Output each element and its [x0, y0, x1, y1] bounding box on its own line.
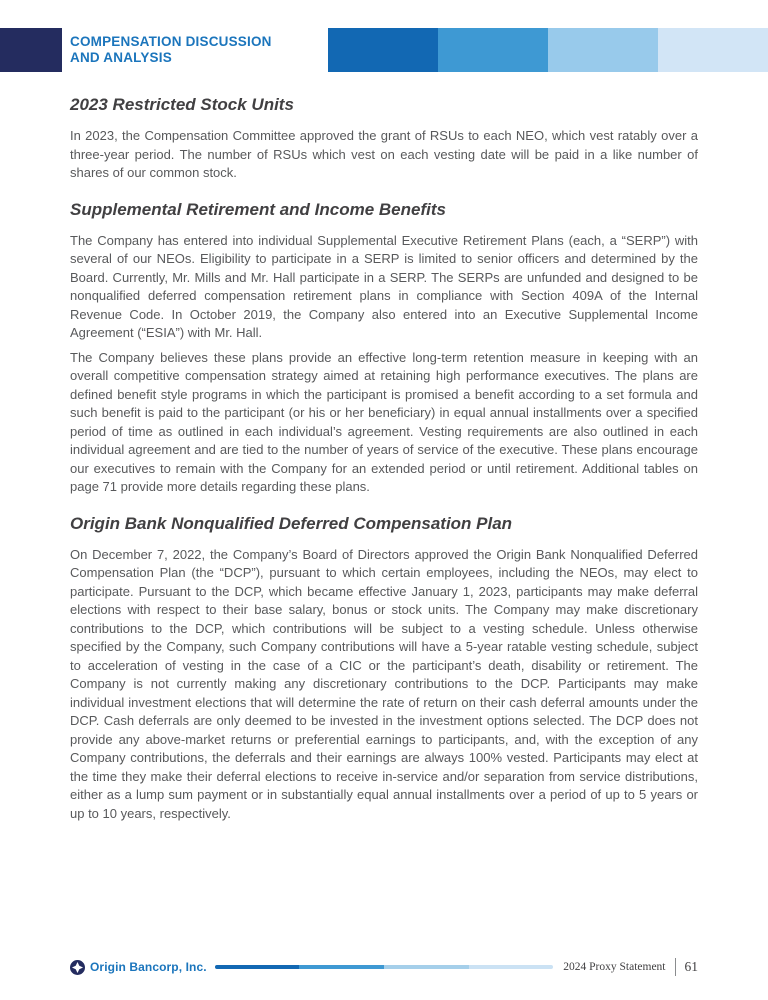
page-header: [0, 28, 768, 72]
section-heading: Supplemental Retirement and Income Benefits: [70, 199, 446, 219]
paragraph: In 2023, the Compensation Committee approved the grant of RSUs to each NEO, which vest ratably over a three-year period. The number of RSUs which vest on each vesting date will be paid in a like number of shares of our common stock.: [70, 128, 698, 180]
section-supplemental-retirement: [70, 200, 698, 497]
page-footer: [70, 958, 698, 976]
footer-company-name: Origin Bancorp, Inc.: [90, 960, 207, 974]
origin-bancorp-logo-icon: [70, 960, 85, 975]
header-bar-segment-1: [328, 28, 438, 72]
footer-page-number: 61: [684, 959, 698, 974]
paragraph: The Company has entered into individual Supplemental Executive Retirement Plans (each, a “SERP”) with several of our NEOs. Eligibility to participate in a SERP is limited to senior officers and determined by the Board. Currently, Mr. Mills and Mr. Hall participate in a SERP. The SERPs are unfunded and designed to be nonqualified deferred compensation retirement plans in compliance with Section 409A of the Internal Revenue Code. In October 2019, the Company also entered into an Executive Supplemental Income Agreement (“ESIA”) with Mr. Hall.: [70, 232, 698, 340]
header-bar-segment-3: [548, 28, 658, 72]
section-heading: 2023 Restricted Stock Units: [70, 95, 294, 114]
footer-divider: [675, 958, 676, 976]
header-bar-segment-2: [438, 28, 548, 72]
footer-rule-segment-3: [384, 965, 469, 969]
footer-gradient-rule: [215, 965, 554, 969]
footer-rule-segment-4: [469, 965, 554, 969]
header-navy-block: [0, 28, 62, 72]
chapter-title-line1: COMPENSATION DISCUSSION: [70, 34, 272, 49]
section-restricted-stock-units: [70, 95, 698, 183]
chapter-title: [62, 28, 272, 72]
header-gradient-bar: [328, 28, 768, 72]
page-body: [0, 95, 768, 823]
header-bar-segment-4: [658, 28, 768, 72]
paragraph: The Company believes these plans provide an effective long-term retention measure in keeping with an overall competitive compensation strategy aimed at retaining high performance executives. The plans are defined benefit style programs in which the participant is promised a benefit according to a set formula and such benefit is paid to the participant (or his or her beneficiary) in equal annual installments over a specified period of time as outlined in each individual’s agreement. Vesting requirements are also outlined in each individual agreement and are tied to the number of years of service of the executive. These plans encourage our executives to remain with the Company for an extended period or until retirement. Additional tables on page 71 provide more details regarding these plans.: [70, 349, 698, 494]
footer-rule-segment-2: [299, 965, 384, 969]
section-deferred-compensation-plan: [70, 514, 698, 824]
section-heading: Origin Bank Nonqualified Deferred Compensation Plan: [70, 513, 513, 533]
footer-rule-segment-1: [215, 965, 300, 969]
footer-document-title: 2024 Proxy Statement: [563, 961, 666, 973]
chapter-title-line2: AND ANALYSIS: [70, 50, 172, 65]
paragraph: On December 7, 2022, the Company’s Board of Directors approved the Origin Bank Nonqualified Deferred Compensation Plan (the “DCP”), pursuant to which certain employees, including the NEOs, may elect to participate. Pursuant to the DCP, which became effective January 1, 2023, participants may make deferral elections with respect to their base salary, bonus or stock units. The Company may make discretionary contributions to the DCP, which contributions will be subject to a vesting schedule. Unless otherwise specified by the Company, such Company contributions will have a 5-year ratable vesting schedule, subject to acceleration of vesting in the case of a CIC or the participant’s death, disability or retirement. The Company is not currently making any discretionary contributions to the DCP. Participants may make individual investment elections that will determine the rate of return on their cash deferral amounts under the DCP. Cash deferrals are only deemed to be invested in the investment options selected. The DCP does not provide any above-market returns or preferential earnings to participants, and, with the exception of any Company contributions, the deferrals and their earnings are always 100% vested. Participants may elect at the time they make their deferral elections to receive in-service and/or separation from service distributions, either as a lump sum payment or in substantially equal annual installments over a period of up to 5 years or up to 10 years, respectively.: [70, 546, 698, 821]
